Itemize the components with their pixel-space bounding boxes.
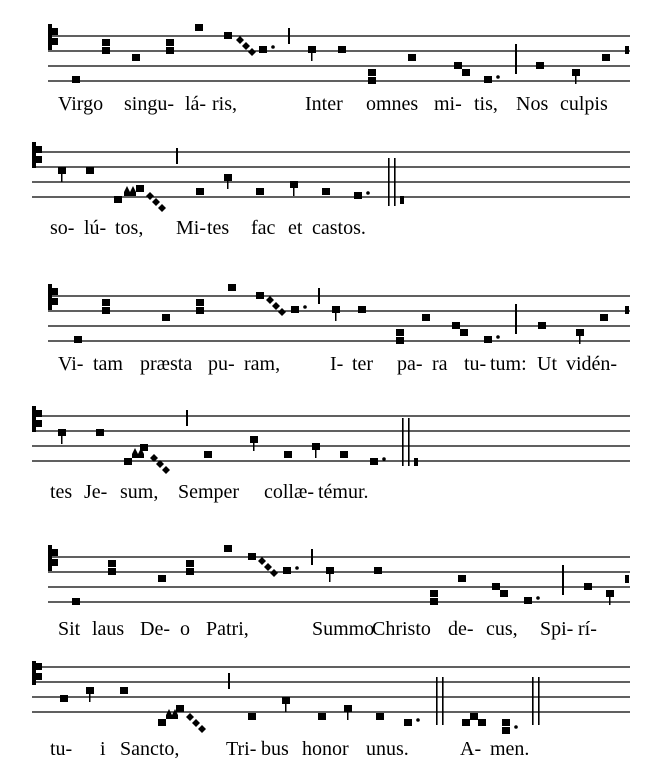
staff-3	[0, 260, 662, 350]
syllable: Sancto,	[120, 738, 180, 760]
lyrics-line-2	[0, 216, 662, 246]
staff-6	[0, 657, 662, 747]
syllable: Je-	[84, 481, 108, 503]
syllable: culpis	[560, 93, 608, 115]
syllable: tis,	[474, 93, 498, 115]
syllable: A-	[460, 738, 482, 760]
lyrics-line-3	[0, 352, 662, 382]
neumes-5	[48, 545, 629, 605]
neumes-3	[48, 284, 629, 344]
syllable: tes	[207, 217, 230, 239]
syllable: lá-	[185, 93, 207, 115]
staff-system-3	[0, 260, 662, 385]
syllable: castos.	[312, 217, 366, 239]
lyrics-line-4	[0, 480, 662, 510]
syllable: Nos	[516, 93, 549, 115]
syllable: Tri-	[226, 738, 257, 760]
syllable: o	[180, 618, 190, 640]
syllable: cus,	[486, 618, 518, 640]
syllable: pa-	[397, 353, 423, 375]
syllable: pu-	[208, 353, 235, 375]
syllable: collæ-	[264, 481, 314, 503]
syllable: Sit	[58, 618, 81, 640]
syllable: Inter	[305, 93, 343, 115]
syllable: so-	[50, 217, 75, 239]
syllable: de-	[448, 618, 474, 640]
syllable: vidén-	[566, 353, 618, 375]
syllable: Patri,	[206, 618, 249, 640]
syllable: tam	[93, 353, 123, 375]
syllable: lú-	[84, 217, 107, 239]
syllable: Semper	[178, 481, 240, 503]
syllable: unus.	[366, 738, 409, 760]
syllable: I-	[330, 353, 344, 375]
staff-system-5	[0, 525, 662, 650]
syllable: tes	[50, 481, 73, 503]
lyrics-line-1	[0, 92, 662, 122]
syllable: De-	[140, 618, 170, 640]
staff-4	[0, 392, 662, 482]
neumes-1	[48, 24, 629, 84]
syllable: ris,	[212, 93, 237, 115]
syllable: et	[288, 217, 303, 239]
syllable: Spi-	[540, 618, 574, 640]
syllable: Ut	[537, 353, 557, 375]
syllable: témur.	[318, 481, 369, 503]
syllable: Mi-	[176, 217, 206, 239]
c-clef-icon	[32, 142, 42, 168]
staff-5	[0, 525, 662, 615]
c-clef-icon	[48, 284, 58, 310]
syllable: Vi-	[58, 353, 84, 375]
c-clef-icon	[48, 24, 58, 50]
staff-system-6	[0, 657, 662, 774]
syllable: tu-	[464, 353, 487, 375]
lyrics-line-5	[0, 617, 662, 647]
syllable: laus	[92, 618, 125, 640]
syllable: tos,	[115, 217, 144, 239]
c-clef-icon	[32, 406, 42, 432]
staff-system-2	[0, 130, 662, 250]
syllable: ter	[352, 353, 374, 375]
syllable: men.	[490, 738, 530, 760]
syllable: omnes	[366, 93, 419, 115]
syllable: ra	[432, 353, 448, 375]
syllable: ram,	[244, 353, 281, 375]
syllable: Virgo	[58, 93, 104, 115]
syllable: bus	[261, 738, 289, 760]
staff-system-4	[0, 392, 662, 512]
staff-2	[0, 130, 662, 220]
c-clef-icon	[48, 545, 58, 571]
syllable: honor	[302, 738, 349, 760]
syllable: sum,	[120, 481, 159, 503]
syllable: tum:	[490, 353, 527, 375]
syllable: Christo	[372, 618, 431, 640]
staff-system-1	[0, 0, 662, 125]
syllable: fac	[251, 217, 276, 239]
syllable: Summo	[312, 618, 375, 640]
lyrics-line-6	[0, 737, 662, 767]
syllable: i	[100, 738, 106, 760]
syllable: tu-	[50, 738, 73, 760]
syllable: singu-	[124, 93, 174, 115]
syllable: præsta	[140, 353, 193, 375]
syllable: rí-	[578, 618, 597, 640]
syllable: mi-	[434, 93, 462, 115]
staff-1	[0, 0, 662, 90]
